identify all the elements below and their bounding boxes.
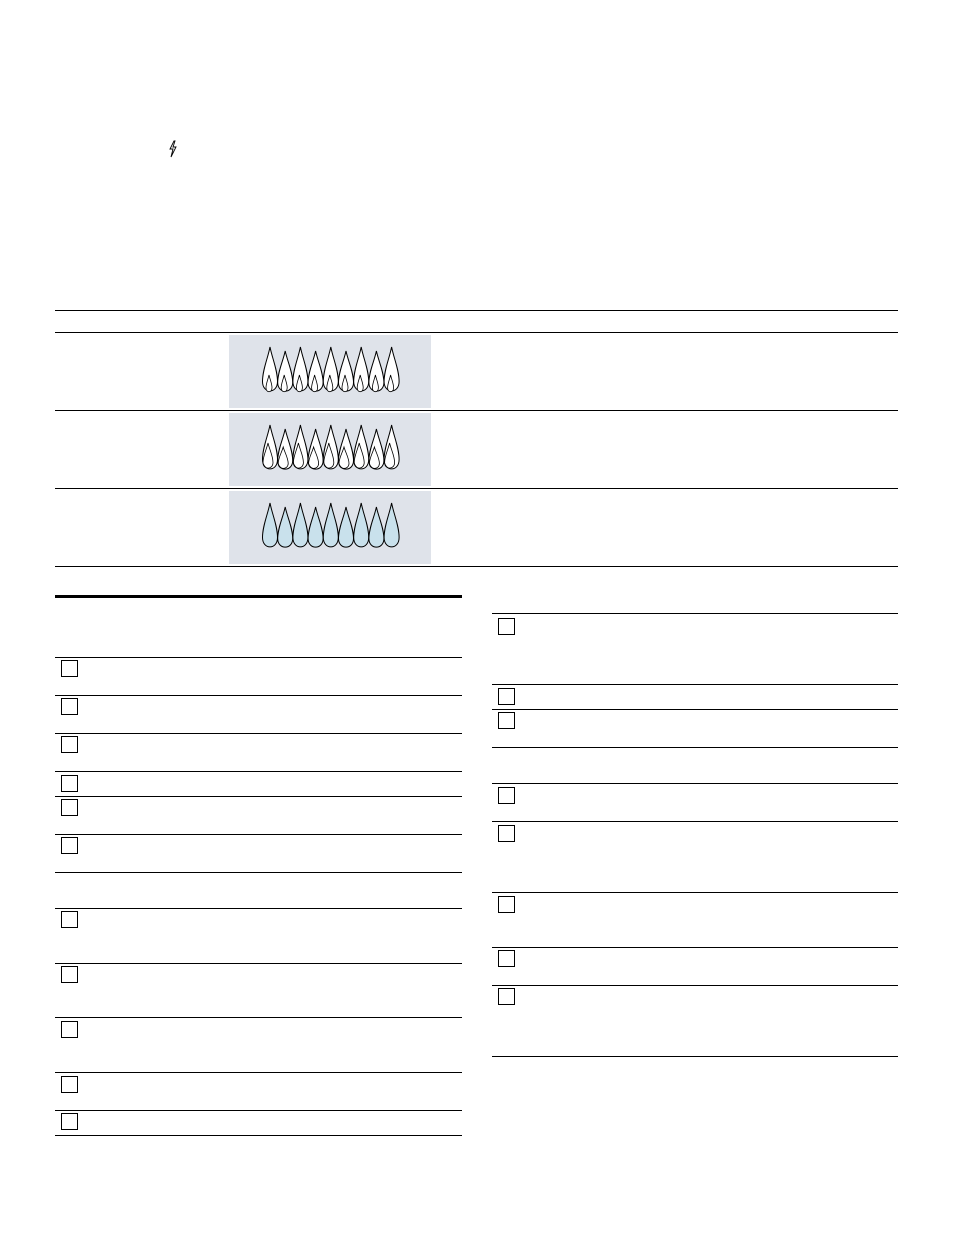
- checklist-row-rule: [55, 1017, 462, 1018]
- checklist-row-rule: [55, 963, 462, 964]
- checklist-checkbox[interactable]: [61, 837, 78, 854]
- table-row-rule: [55, 488, 898, 489]
- flame-mark: [339, 507, 354, 547]
- checklist-checkbox[interactable]: [61, 1113, 78, 1130]
- checklist-row-rule: [492, 747, 898, 748]
- lightning-bolt-icon: [167, 140, 179, 158]
- checklist-checkbox[interactable]: [61, 1021, 78, 1038]
- checklist-row-rule: [55, 695, 462, 696]
- checklist-checkbox[interactable]: [61, 911, 78, 928]
- checklist-row-rule: [492, 613, 898, 614]
- checklist-row-rule: [492, 684, 898, 685]
- checklist-checkbox[interactable]: [498, 688, 515, 705]
- checklist-row-rule: [492, 892, 898, 893]
- checklist-row-rule: [55, 771, 462, 772]
- flame-panel-1: [229, 335, 431, 408]
- checklist-checkbox[interactable]: [498, 950, 515, 967]
- checklist-row-rule: [55, 1110, 462, 1111]
- flame-mark: [263, 425, 278, 469]
- checklist-checkbox[interactable]: [498, 618, 515, 635]
- checklist-row-rule: [55, 796, 462, 797]
- checklist-checkbox[interactable]: [61, 698, 78, 715]
- checklist-row-rule: [55, 733, 462, 734]
- table-row-rule: [55, 410, 898, 411]
- checklist-row-rule: [492, 1056, 898, 1057]
- flame-mark: [308, 429, 323, 469]
- flame-mark: [369, 429, 384, 469]
- flame-mark: [293, 503, 308, 547]
- checklist-checkbox[interactable]: [61, 775, 78, 792]
- flame-mark: [323, 425, 338, 469]
- checklist-checkbox[interactable]: [61, 799, 78, 816]
- table-top-rule: [55, 310, 898, 311]
- checklist-checkbox[interactable]: [498, 825, 515, 842]
- checklist-row-rule: [492, 985, 898, 986]
- checklist-row-rule: [492, 947, 898, 948]
- flame-mark: [354, 425, 369, 469]
- flame-mark: [384, 503, 399, 547]
- flame-mark: [308, 507, 323, 547]
- flame-panel-2: [229, 413, 431, 486]
- left-section-rule: [55, 595, 462, 598]
- checklist-row-rule: [492, 709, 898, 710]
- checklist-checkbox[interactable]: [498, 787, 515, 804]
- checklist-row-rule: [55, 1072, 462, 1073]
- checklist-checkbox[interactable]: [61, 966, 78, 983]
- checklist-checkbox[interactable]: [498, 712, 515, 729]
- flame-mark: [278, 429, 293, 469]
- checklist-row-rule: [492, 783, 898, 784]
- flame-mark: [278, 507, 293, 547]
- checklist-row-rule: [55, 1135, 462, 1136]
- checklist-row-rule: [55, 908, 462, 909]
- checklist-checkbox[interactable]: [61, 660, 78, 677]
- checklist-checkbox[interactable]: [498, 896, 515, 913]
- checklist-row-rule: [55, 657, 462, 658]
- checklist-checkbox[interactable]: [498, 988, 515, 1005]
- checklist-checkbox[interactable]: [61, 736, 78, 753]
- flame-mark: [384, 425, 399, 469]
- flame-mark: [369, 507, 384, 547]
- checklist-checkbox[interactable]: [61, 1076, 78, 1093]
- flame-mark: [339, 429, 354, 469]
- flame-mark: [354, 503, 369, 547]
- table-bottom-rule: [55, 566, 898, 567]
- flame-mark: [263, 503, 278, 547]
- checklist-row-rule: [492, 821, 898, 822]
- table-header-rule: [55, 332, 898, 333]
- flame-mark: [323, 503, 338, 547]
- flame-panel-3: [229, 491, 431, 564]
- checklist-row-rule: [55, 872, 462, 873]
- flame-mark: [293, 425, 308, 469]
- checklist-row-rule: [55, 834, 462, 835]
